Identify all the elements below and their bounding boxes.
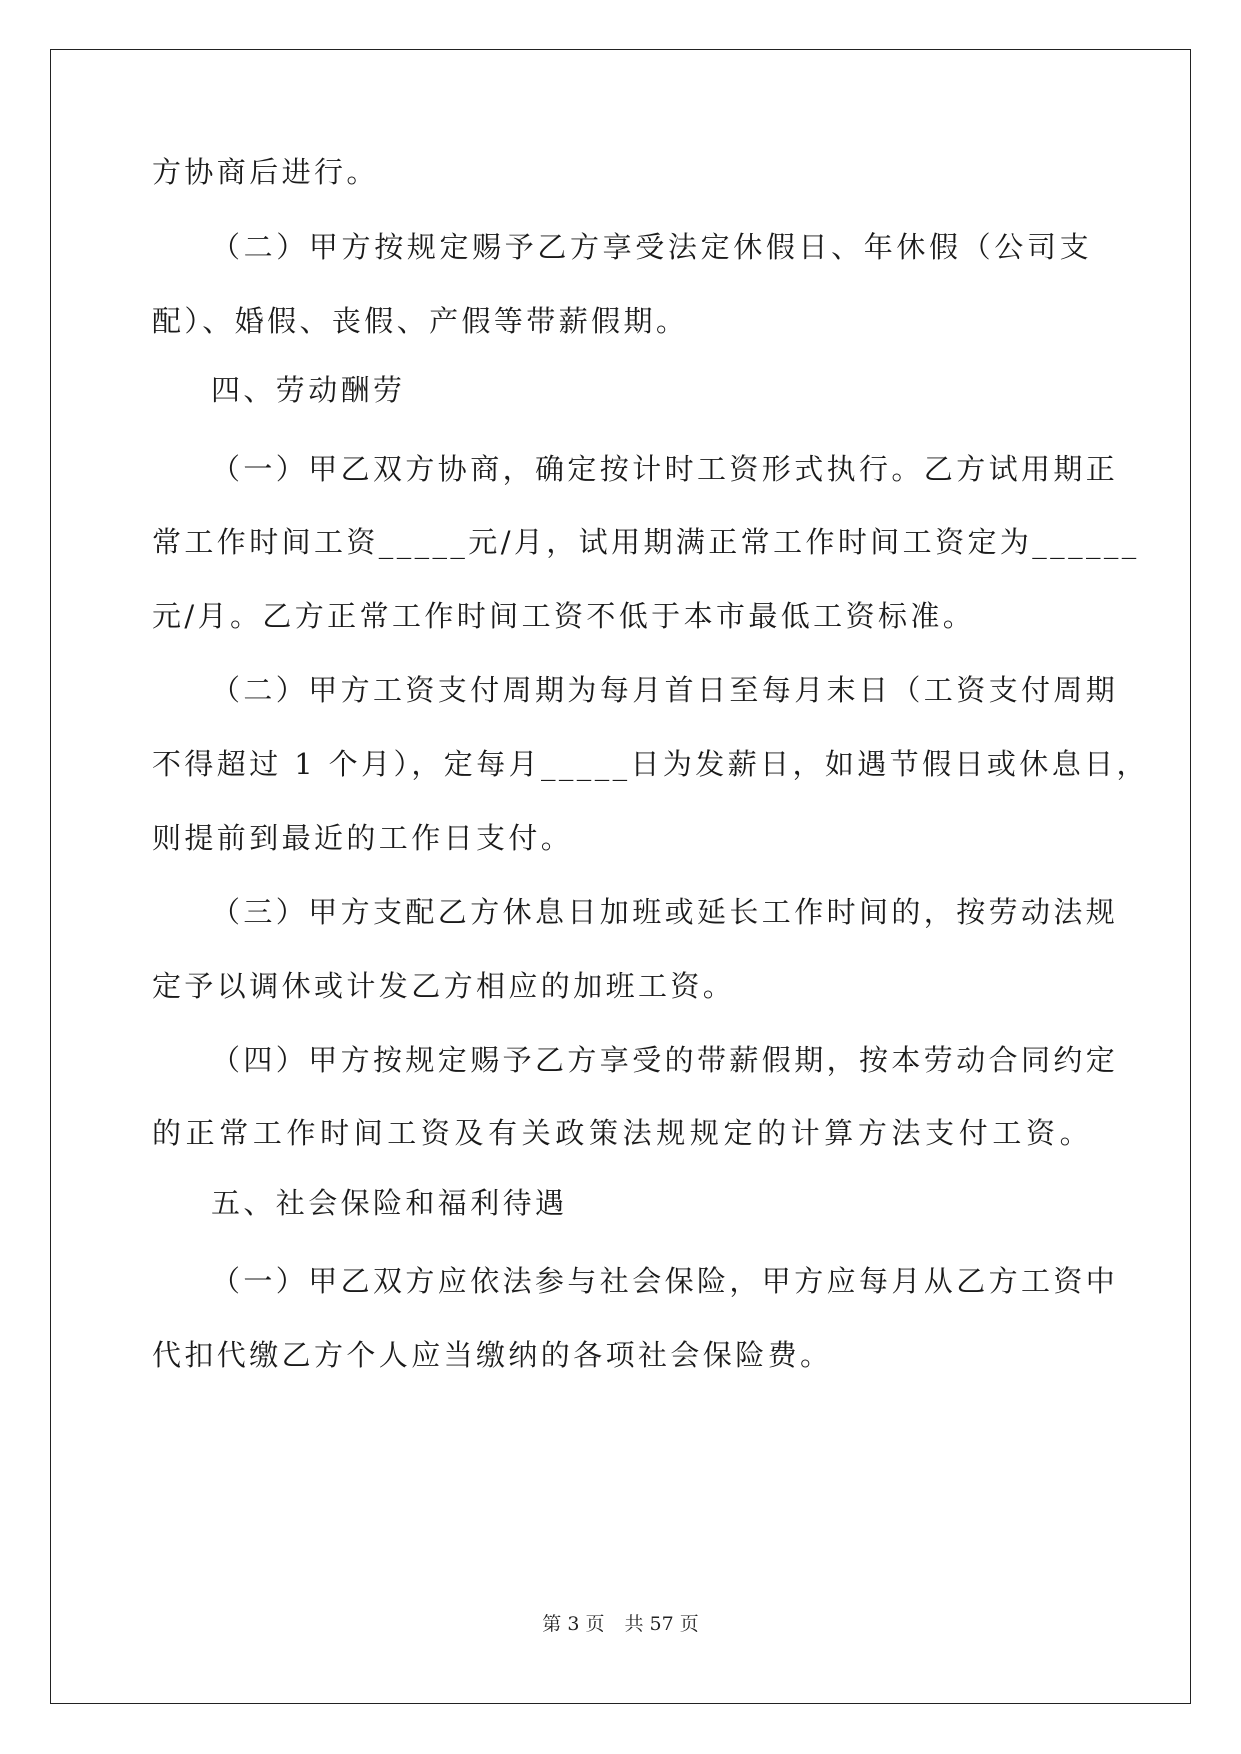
paragraph-line: 元/月。乙方正常工作时间工资不低于本市最低工资标准。 xyxy=(152,599,976,633)
paragraph-line: （二）甲方按规定赐予乙方享受法定休假日、年休假（公司支 xyxy=(211,230,1092,264)
section-heading: 四、劳动酬劳 xyxy=(211,373,406,407)
paragraph-line: （一）甲乙双方协商，确定按计时工资形式执行。乙方试用期正 xyxy=(211,452,1119,486)
page-border xyxy=(50,49,1191,1704)
paragraph-line: 的正常工作时间工资及有关政策法规规定的计算方法支付工资。 xyxy=(152,1116,1092,1150)
paragraph-line: （四）甲方按规定赐予乙方享受的带薪假期，按本劳动合同约定 xyxy=(211,1043,1119,1077)
section-heading: 五、社会保险和福利待遇 xyxy=(211,1186,568,1220)
paragraph-line: 则提前到最近的工作日支付。 xyxy=(152,821,574,855)
paragraph-line: （一）甲乙双方应依法参与社会保险，甲方应每月从乙方工资中 xyxy=(211,1264,1119,1298)
paragraph-line: 代扣代缴乙方个人应当缴纳的各项社会保险费。 xyxy=(152,1338,833,1372)
page-footer xyxy=(0,1612,1241,1636)
paragraph-line: （三）甲方支配乙方休息日加班或延长工作时间的，按劳动法规 xyxy=(211,895,1119,929)
page-number: 第 3 页 xyxy=(542,1613,605,1635)
paragraph-line: 不得超过 1 个月），定每月_____日为发薪日，如遇节假日或休息日， xyxy=(152,747,1149,781)
paragraph-line: 常工作时间工资_____元/月，试用期满正常工作时间工资定为______ xyxy=(152,525,1140,559)
paragraph-line: 定予以调休或计发乙方相应的加班工资。 xyxy=(152,969,736,1003)
paragraph-line: 方协商后进行。 xyxy=(152,155,379,189)
page-total: 共 57 页 xyxy=(624,1613,699,1635)
paragraph-line: （二）甲方工资支付周期为每月首日至每月末日（工资支付周期 xyxy=(211,673,1119,707)
paragraph-line: 配）、婚假、丧假、产假等带薪假期。 xyxy=(152,304,689,338)
